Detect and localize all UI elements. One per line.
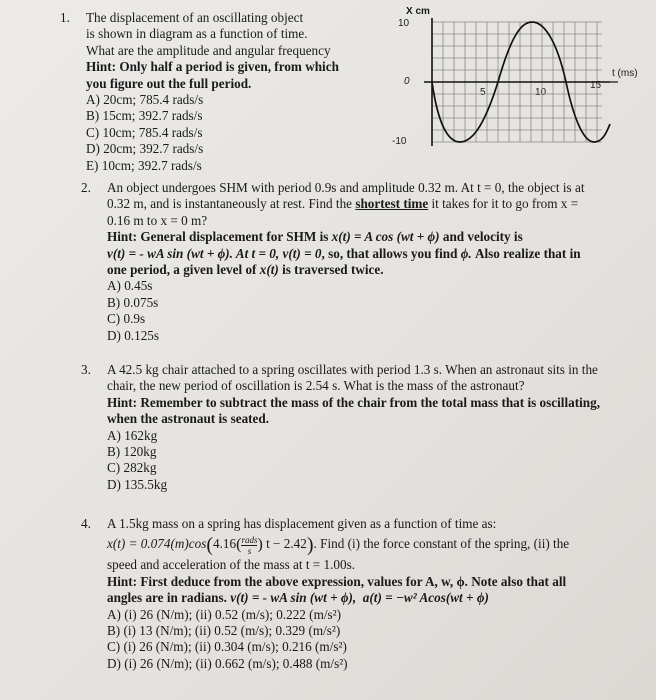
question-2-text-line bbox=[107, 196, 647, 212]
open-paren-glyph: ( bbox=[206, 534, 214, 557]
text-segment: , so, that allows you find bbox=[321, 245, 461, 261]
question-4-text-line: A 1.5kg mass on a spring has displacement given as a function of time as: bbox=[107, 516, 497, 531]
question-3-text-line: A 42.5 kg chair attached to a spring oscillates with period 1.3 s. When an astronaut sits in the bbox=[107, 362, 598, 377]
graph-x-tick-5: 5 bbox=[480, 87, 486, 98]
question-1-text-line: What are the amplitude and angular frequency bbox=[86, 42, 331, 58]
displacement-graph bbox=[380, 0, 656, 170]
question-4-hint-line: Hint: First deduce from the above expression, values for A, w, ϕ. Note also that all bbox=[107, 573, 567, 589]
question-3-option-a: A) 162kg bbox=[107, 427, 158, 443]
text-segment: angles are in radians. bbox=[107, 590, 231, 606]
formula-velocity: v(t) = - wA sin (wt + ϕ). At t = 0, v(t) = 0 bbox=[107, 245, 322, 261]
question-2-option-a: A) 0.45s bbox=[107, 278, 153, 294]
question-2-text-line: An object undergoes SHM with period 0.9s and amplitude 0.32 m. At t = 0, the object is at bbox=[107, 180, 585, 195]
question-3-text-line: chair, the new period of oscillation is 2.54 s. What is the mass of the astronaut? bbox=[107, 378, 525, 394]
question-4-equation-line bbox=[107, 532, 652, 557]
equation-right: t − 2.42 bbox=[266, 536, 307, 552]
question-3-option-b: B) 120kg bbox=[107, 444, 157, 460]
question-4-option-d: D) (i) 26 (N/m); (ii) 0.662 (m/s); 0.488 (m/s²) bbox=[107, 655, 348, 671]
fraction-denominator: s bbox=[247, 545, 252, 556]
text-segment: is traversed twice. bbox=[278, 262, 384, 278]
question-2-text-line: 0.16 m to x = 0 m? bbox=[107, 212, 208, 228]
graph-y-max-label: 10 bbox=[398, 18, 410, 29]
question-2-hint-line bbox=[107, 262, 647, 278]
question-1-option-d: D) 20cm; 392.7 rads/s bbox=[86, 141, 204, 157]
question-3-option-c: C) 282kg bbox=[107, 460, 157, 476]
question-2-option-c: C) 0.9s bbox=[107, 311, 146, 327]
emphasis-shortest-time: shortest time bbox=[355, 196, 429, 212]
question-1-hint-line: Hint: Only half a period is given, from which bbox=[86, 59, 339, 75]
text-segment: Hint: General displacement for SHM is bbox=[107, 229, 332, 245]
graph-x-tick-15: 15 bbox=[590, 80, 602, 91]
question-1-option-b: B) 15cm; 392.7 rads/s bbox=[86, 108, 203, 124]
question-1-option-a: A) 20cm; 785.4 rads/s bbox=[86, 92, 204, 108]
close-paren-glyph: ) bbox=[257, 536, 263, 554]
question-4-option-a: A) (i) 26 (N/m); (ii) 0.52 (m/s); 0.222 (m/s²) bbox=[107, 606, 341, 622]
text-segment: 0.32 m, and is instantaneously at rest. Find the bbox=[107, 196, 356, 212]
question-2 bbox=[81, 180, 647, 344]
question-1-option-e: E) 10cm; 392.7 rads/s bbox=[86, 157, 202, 173]
formula-phi: ϕ. bbox=[460, 245, 472, 261]
question-4 bbox=[81, 516, 652, 672]
question-1-option-c: C) 10cm; 785.4 rads/s bbox=[86, 124, 203, 140]
question-4-option-c: C) (i) 26 (N/m); (ii) 0.304 (m/s); 0.216 (m/s²) bbox=[107, 639, 347, 655]
formula-acceleration: a(t) = −w² Acos(wt + ϕ) bbox=[362, 590, 489, 606]
equation-tail: . Find (i) the force constant of the spring, (ii) the bbox=[313, 536, 570, 552]
formula-xt: x(t) bbox=[259, 262, 279, 278]
question-2-number: 2. bbox=[81, 180, 91, 195]
graph-plot bbox=[380, 0, 656, 170]
question-3 bbox=[81, 362, 647, 493]
question-2-hint-line bbox=[107, 246, 647, 262]
open-paren-glyph: ( bbox=[236, 536, 242, 554]
question-1 bbox=[60, 10, 376, 174]
graph-y-axis-label: X cm bbox=[406, 6, 430, 17]
close-paren-glyph: ) bbox=[306, 534, 314, 557]
question-2-option-d: D) 0.125s bbox=[107, 327, 160, 343]
formula-displacement: x(t) = A cos (wt + ϕ) bbox=[331, 229, 440, 245]
formula-velocity: v(t) = - wA sin (wt + ϕ), bbox=[230, 590, 357, 606]
graph-x-axis-label: t (ms) bbox=[612, 68, 638, 79]
question-1-number: 1. bbox=[60, 10, 70, 25]
text-segment: it takes for it to go from x = bbox=[428, 196, 579, 212]
question-4-number: 4. bbox=[81, 516, 91, 531]
question-4-option-b: B) (i) 13 (N/m); (ii) 0.52 (m/s); 0.329 (m/s²) bbox=[107, 623, 341, 638]
question-2-hint-line bbox=[107, 229, 647, 245]
question-4-hint-line bbox=[107, 590, 652, 606]
question-3-option-d: D) 135.5kg bbox=[107, 476, 168, 492]
question-4-text-line: speed and acceleration of the mass at t = 1.00s. bbox=[107, 557, 356, 573]
fraction-numerator: rads bbox=[241, 534, 258, 545]
question-3-hint-line: when the astronaut is seated. bbox=[107, 411, 270, 427]
equation-fraction bbox=[241, 535, 257, 556]
graph-x-tick-10: 10 bbox=[535, 87, 547, 98]
question-1-text-line: The displacement of an oscillating object bbox=[86, 10, 304, 25]
question-2-option-b: B) 0.075s bbox=[107, 294, 159, 310]
graph-y-min-label: -10 bbox=[392, 136, 407, 147]
text-segment: and velocity is bbox=[439, 229, 523, 245]
question-3-hint-line: Hint: Remember to subtract the mass of the chair from the total mass that is oscillating, bbox=[107, 394, 601, 410]
question-1-hint-line: you figure out the full period. bbox=[86, 75, 252, 91]
equation-left: x(t) = 0.074(m)cos bbox=[107, 536, 207, 552]
text-segment: Also realize that in bbox=[471, 245, 581, 261]
equation-coefficient: 4.16 bbox=[213, 536, 237, 552]
question-1-text-line: is shown in diagram as a function of time. bbox=[86, 26, 308, 42]
graph-origin-label: 0 bbox=[404, 76, 410, 87]
text-segment: one period, a given level of bbox=[107, 262, 260, 278]
question-3-number: 3. bbox=[81, 362, 91, 377]
